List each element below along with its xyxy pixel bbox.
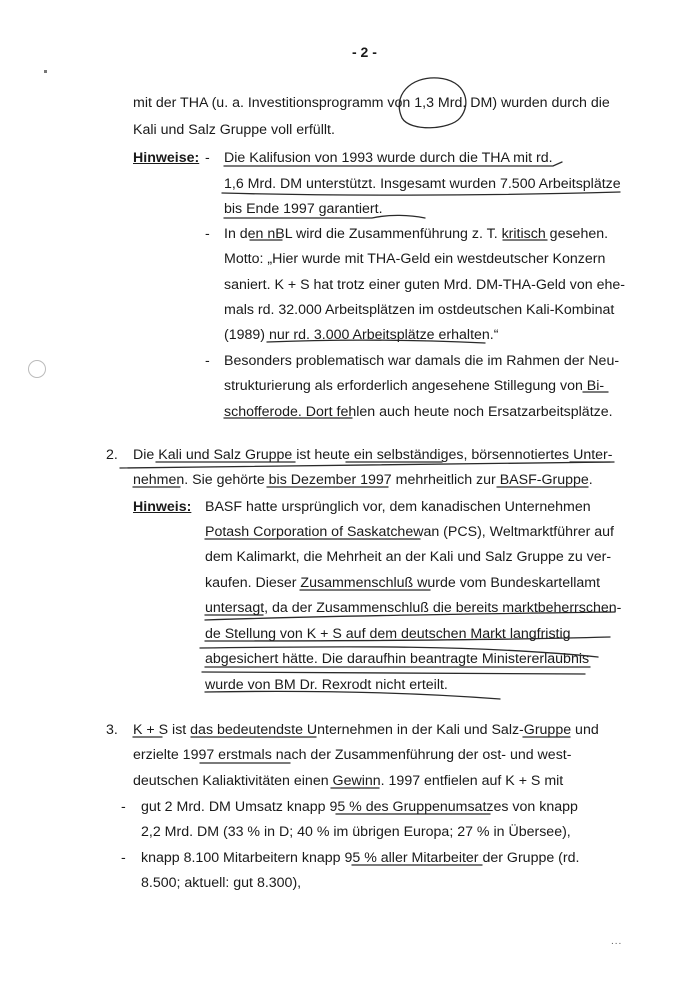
intro-text-b: DM) wurden durch die	[470, 95, 610, 111]
section-3-b1-l2: 2,2 Mrd. DM (33 % in D; 40 % im übrigen Europa; 27 % in Übersee),	[141, 824, 571, 840]
intro-line-1	[133, 94, 610, 112]
hinweis-line-5: untersagt, da der Zusammenschluß die bereits marktbeherrschen-	[205, 600, 622, 616]
bullet-dash: -	[205, 226, 210, 242]
hinweis-label: Hinweis:	[133, 499, 192, 515]
section-3-b2-l2: 8.500; aktuell: gut 8.300),	[141, 875, 302, 891]
hinweise-b1-l1: Die Kalifusion von 1993 wurde durch die THA mit rd.	[224, 150, 553, 166]
hinweis-line-7: abgesichert hätte. Die daraufhin beantragte Ministererlaubnis	[205, 651, 590, 667]
bullet-dash: -	[205, 353, 210, 369]
bullet-dash: -	[121, 799, 126, 815]
punch-mark	[44, 70, 47, 73]
hinweis-line-3: dem Kalimarkt, die Mehrheit an der Kali und Salz Gruppe zu ver-	[205, 549, 612, 565]
circled-amount: 1,3 Mrd.	[414, 95, 467, 111]
hinweise-b1-l3: bis Ende 1997 garantiert.	[224, 201, 383, 217]
hinweise-b2-l2: Motto: „Hier wurde mit THA-Geld ein westdeutscher Konzern	[224, 251, 606, 267]
section-3-b1-l1: gut 2 Mrd. DM Umsatz knapp 95 % des Gruppenumsatzes von knapp	[141, 799, 578, 815]
hinweise-b1-l2: 1,6 Mrd. DM unterstützt. Insgesamt wurden 7.500 Arbeitsplätze	[224, 176, 621, 192]
hinweise-b2-l4: mals rd. 32.000 Arbeitsplätzen im ostdeutschen Kali-Kombinat	[224, 302, 615, 318]
bullet-dash: -	[205, 150, 210, 166]
continuation-mark: ...	[611, 936, 623, 947]
section-2-line-1: Die Kali und Salz Gruppe ist heute ein selbständiges, börsennotiertes Unter-	[133, 447, 613, 463]
hinweis-line-1: BASF hatte ursprünglich vor, dem kanadischen Unternehmen	[205, 499, 591, 515]
intro-text-a: mit der THA (u. a. Investitionsprogramm von	[133, 95, 411, 111]
intro-line-2: Kali und Salz Gruppe voll erfüllt.	[133, 122, 335, 138]
page-number: - 2 -	[352, 44, 377, 60]
section-2-number: 2.	[106, 447, 118, 463]
section-3-line-3: deutschen Kaliaktivitäten einen Gewinn. 1997 entfielen auf K + S mit	[133, 773, 564, 789]
hinweise-label: Hinweise:	[133, 150, 200, 166]
hinweis-line-2: Potash Corporation of Saskatchewan (PCS), Weltmarktführer auf	[205, 524, 614, 540]
hinweise-b2-l5: (1989) nur rd. 3.000 Arbeitsplätze erhalten.“	[224, 327, 499, 343]
hinweise-b3-l3: schofferode. Dort fehlen auch heute noch Ersatzarbeitsplätze.	[224, 404, 613, 420]
section-3-line-1: K + S ist das bedeutendste Unternehmen in der Kali und Salz-Gruppe und	[133, 722, 599, 738]
hinweis-line-6: de Stellung von K + S auf dem deutschen Markt langfristig	[205, 626, 571, 642]
hinweise-b2-l1: In den nBL wird die Zusammenführung z. T. kritisch gesehen.	[224, 226, 609, 242]
section-2-line-2: nehmen. Sie gehörte bis Dezember 1997 mehrheitlich zur BASF-Gruppe.	[133, 472, 593, 488]
hinweis-line-8: wurde von BM Dr. Rexrodt nicht erteilt.	[205, 677, 448, 693]
hinweis-line-4: kaufen. Dieser Zusammenschluß wurde vom Bundeskartellamt	[205, 575, 601, 591]
section-3-number: 3.	[106, 722, 118, 738]
section-3-b2-l1: knapp 8.100 Mitarbeitern knapp 95 % aller Mitarbeiter der Gruppe (rd.	[141, 850, 580, 866]
hinweise-b3-l2: strukturierung als erforderlich angesehene Stillegung von Bi-	[224, 378, 605, 394]
section-3-line-2: erzielte 1997 erstmals nach der Zusammenführung der ost- und west-	[133, 747, 572, 763]
hinweise-b2-l3: saniert. K + S hat trotz einer guten Mrd. DM-THA-Geld von ehe-	[224, 277, 625, 293]
underline-mark	[202, 672, 585, 674]
punch-hole	[28, 360, 46, 378]
hinweise-b3-l1: Besonders problematisch war damals die im Rahmen der Neu-	[224, 353, 620, 369]
bullet-dash: -	[121, 850, 126, 866]
